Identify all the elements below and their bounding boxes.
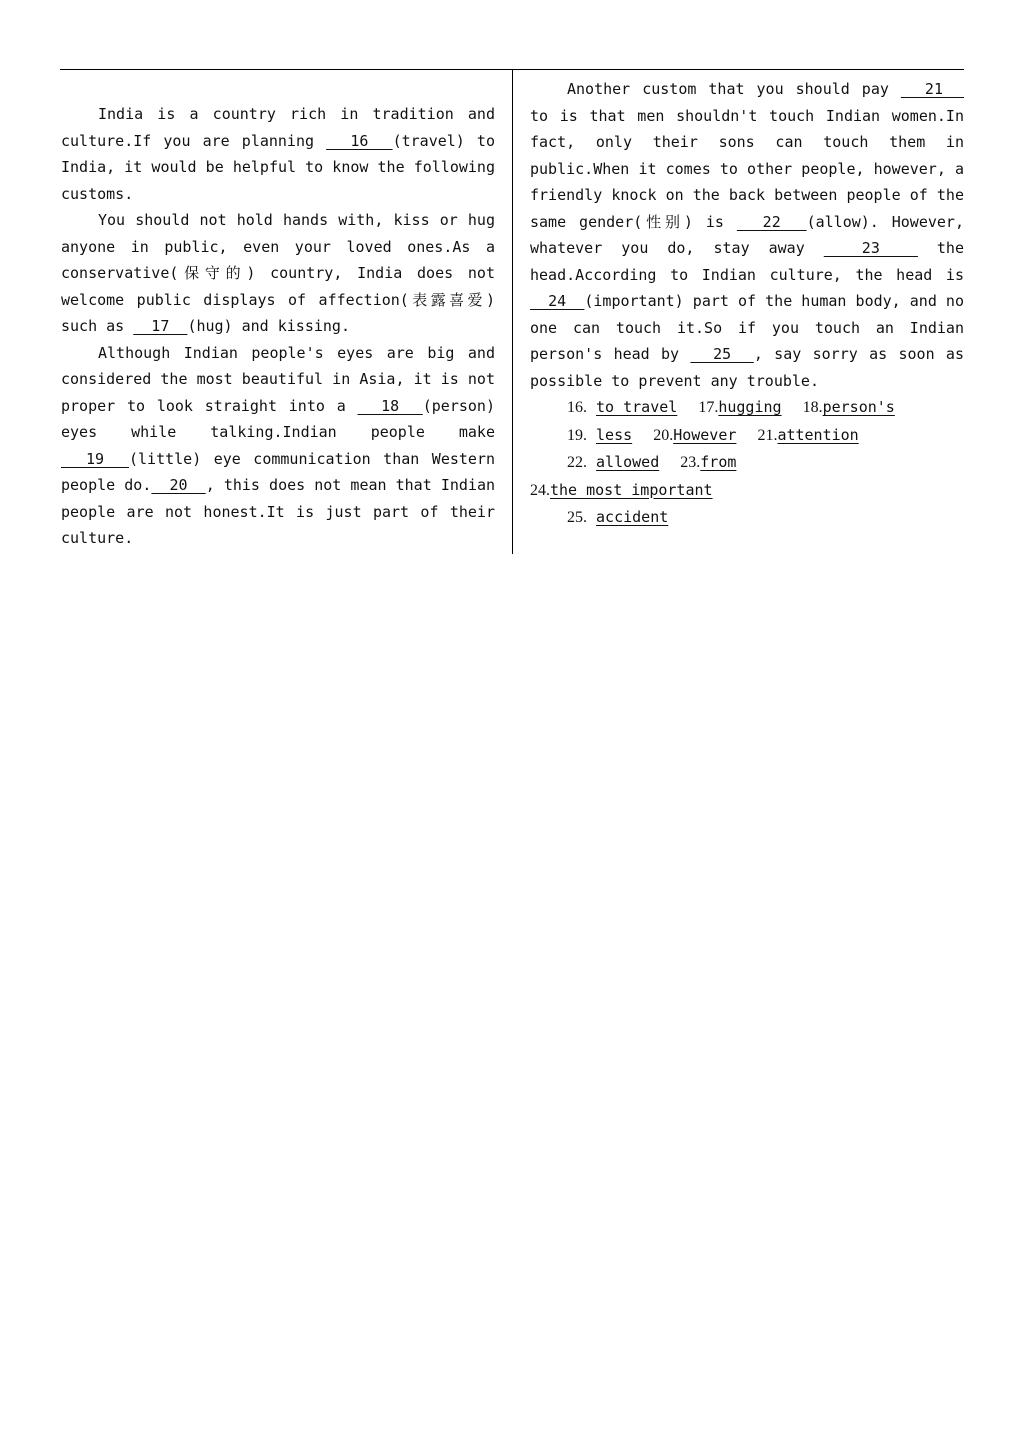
answer-blank: 23 (823, 239, 918, 257)
passage-paragraph-2: You should not hold hands with, kiss or hug anyone in public, even your loved ones.As a conservative(保守的) country, India does not welcome public displays of affection(表露喜爱) such as 17 (hug) and kissing. (61, 211, 495, 335)
answer-item (680, 453, 736, 471)
answer-text: hugging (718, 398, 782, 416)
answer-item (698, 398, 781, 416)
answer-blank: 20 (151, 476, 206, 494)
answer-text: attention (777, 425, 859, 444)
answer-blank: 19 (61, 449, 129, 468)
passage-paragraph-3: Although Indian people's eyes are big and considered the most beautiful in Asia, it is not proper to look straight into a 18 (person) eyes while talking.Indian people make 19 (little) eye communication than Western people do. 20 , this does not mean that Indian people are not honest.It is just part of their culture. (61, 343, 496, 547)
passage-paragraph-4: Another custom that you should pay 21 to is that men shouldn't touch Indian women.In fact, only their sons can touch them in public.When it comes to other people, however, a friendly knock on the back between people of the same gender(性别) is 22 (allow). However, whatever you do, stay away 23 the head.According to Indian culture, the head is 24 (important) part of the human body, and no one can touch it.So if you touch an Indian person's head by 25 , say sorry as soon as possible to prevent any trouble. (530, 80, 965, 390)
answer-text: to travel (596, 398, 678, 416)
answer-item (567, 453, 659, 471)
answer-text: less (596, 425, 633, 444)
answer-number: 20. (653, 426, 674, 444)
answer-row (530, 504, 964, 532)
answer-row (530, 477, 964, 505)
answer-blank: 25 (690, 345, 754, 363)
answer-item (803, 398, 895, 416)
answer-number: 21. (757, 426, 778, 444)
answer-text: However (673, 425, 737, 444)
answer-text: allowed (596, 453, 660, 471)
answer-row (530, 422, 964, 450)
answer-number: 22. (567, 454, 587, 471)
answer-blank: 22 (736, 212, 807, 231)
passage-paragraph-1: India is a country rich in tradition and culture.If you are planning 16 (travel) to India, it would be helpful to know the following customs. (61, 105, 495, 203)
answer-item (567, 508, 668, 526)
answer-item (567, 426, 632, 444)
answer-blank: 21 (900, 80, 965, 98)
answer-number: 19. (567, 426, 587, 444)
answer-number: 17. (698, 399, 719, 416)
answer-text: person's (822, 398, 895, 416)
left-column (61, 101, 495, 552)
answer-text: accident (596, 508, 669, 526)
answer-blank: 16 (326, 131, 393, 150)
answer-blank: 18 (357, 396, 423, 415)
answer-blank: 17 (133, 317, 188, 335)
answer-item (757, 426, 858, 444)
answer-blank: 24 (530, 292, 585, 310)
answer-item (653, 426, 736, 444)
answer-number: 16. (567, 399, 587, 416)
right-column (530, 76, 964, 532)
answer-number: 25. (567, 509, 587, 526)
answer-item (530, 481, 713, 499)
column-divider (512, 70, 513, 554)
answer-key (530, 394, 964, 532)
answer-number: 18. (802, 399, 823, 416)
answer-number: 24. (530, 481, 550, 499)
answer-number: 23. (680, 454, 701, 471)
answer-row (530, 394, 964, 422)
answer-text: the most important (550, 480, 713, 499)
answer-text: from (700, 453, 737, 471)
answer-item (567, 398, 677, 416)
answer-row (530, 449, 964, 477)
